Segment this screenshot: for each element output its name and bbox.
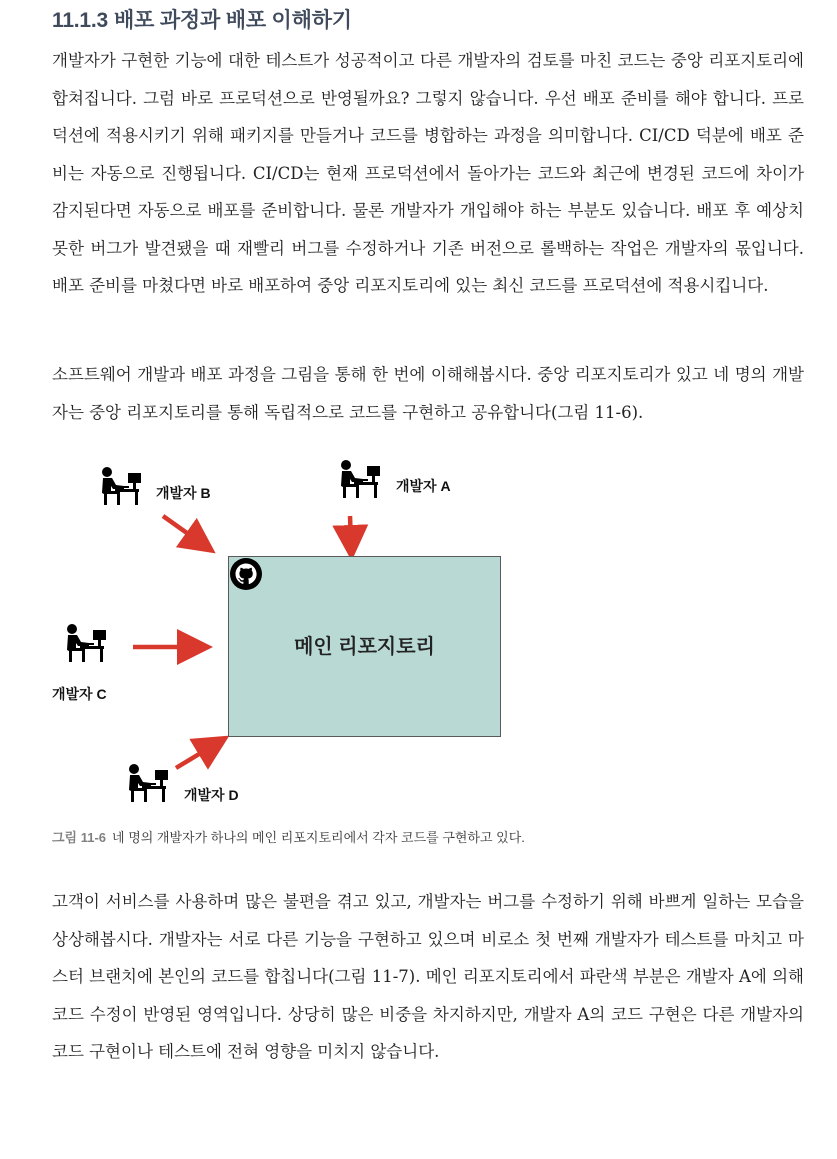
paragraph-figure-intro: 소프트웨어 개발과 배포 과정을 그림을 통해 한 번에 이해해봅시다. 중앙 리포지토리가 있고 네 명의 개발자는 중앙 리포지토리를 통해 독립적으로 코드를 구현하고 공유합니다(그림 11-6). [52, 365, 804, 422]
section-heading [52, 4, 352, 34]
section-number: 11.1.3 [52, 9, 109, 32]
developer-d-icon [129, 764, 168, 802]
arrow-b-to-repo [163, 516, 201, 543]
caption-number: 그림 11-6 [52, 830, 107, 845]
figure-caption [52, 827, 525, 846]
arrow-d-to-repo [176, 745, 214, 768]
developer-b-icon [102, 467, 141, 505]
paragraph-developer-a-scenario: 고객이 서비스를 사용하며 많은 불편을 겪고 있고, 개발자는 버그를 수정하기 위해 바쁘게 일하는 모습을 상상해봅시다. 개발자는 서로 다른 기능을 구현하고 있으며 비로소 첫 번째 개발자가 테스트를 마치고 마스터 브랜치에 본인의 코드를 합칩니다(그림 11-7). 메인 리포지토리에서 파란색 부분은 개발자 A에 의해 코드 수정이 반영된 영역입니다. 상당히 많은 비중을 차지하지만, 개발자 A의 코드 구현은 다른 개발자의 코드 구현이나 테스트에 전혀 영향을 미치지 않습니다. [52, 892, 804, 1061]
figure-11-6 [0, 440, 837, 840]
developer-b-label: 개발자 B [156, 485, 211, 501]
developer-c-icon [67, 624, 106, 662]
section-title: 배포 과정과 배포 이해하기 [114, 9, 352, 32]
developer-c-label: 개발자 C [52, 686, 107, 702]
main-repository-box [228, 556, 501, 737]
developer-a-label: 개발자 A [396, 478, 451, 494]
paragraph-deployment-intro: 개발자가 구현한 기능에 대한 테스트가 성공적이고 다른 개발자의 검토를 마친 코드는 중앙 리포지토리에 합쳐집니다. 그럼 바로 프로덕션으로 반영될까요? 그렇지 않습니다. 우선 배포 준비를 해야 합니다. 프로덕션에 적용시키기 위해 패키지를 만들거나 코드를 병합하는 과정을 의미합니다. CI/CD 덕분에 배포 준비는 자동으로 진행됩니다. CI/CD는 현재 프로덕션에서 돌아가는 코드와 최근에 변경된 코드에 차이가 감지된다면 자동으로 배포를 준비합니다. 물론 개발자가 개입해야 하는 부분도 있습니다. 배포 후 예상치 못한 버그가 발견됐을 때 재빨리 버그를 수정하거나 기존 버전으로 롤백하는 작업은 개발자의 몫입니다. 배포 준비를 마쳤다면 바로 배포하여 중앙 리포지토리에 있는 최신 코드를 프로덕션에 적용시킵니다. [52, 51, 804, 295]
developer-d-label: 개발자 D [184, 787, 239, 803]
developer-a-icon [341, 460, 380, 498]
arrow-a-to-repo [350, 516, 351, 543]
main-repository-label: 메인 리포지토리 [294, 636, 435, 658]
github-icon [229, 557, 263, 591]
caption-text: 네 명의 개발자가 하나의 메인 리포지토리에서 각자 코드를 구현하고 있다. [112, 830, 525, 845]
